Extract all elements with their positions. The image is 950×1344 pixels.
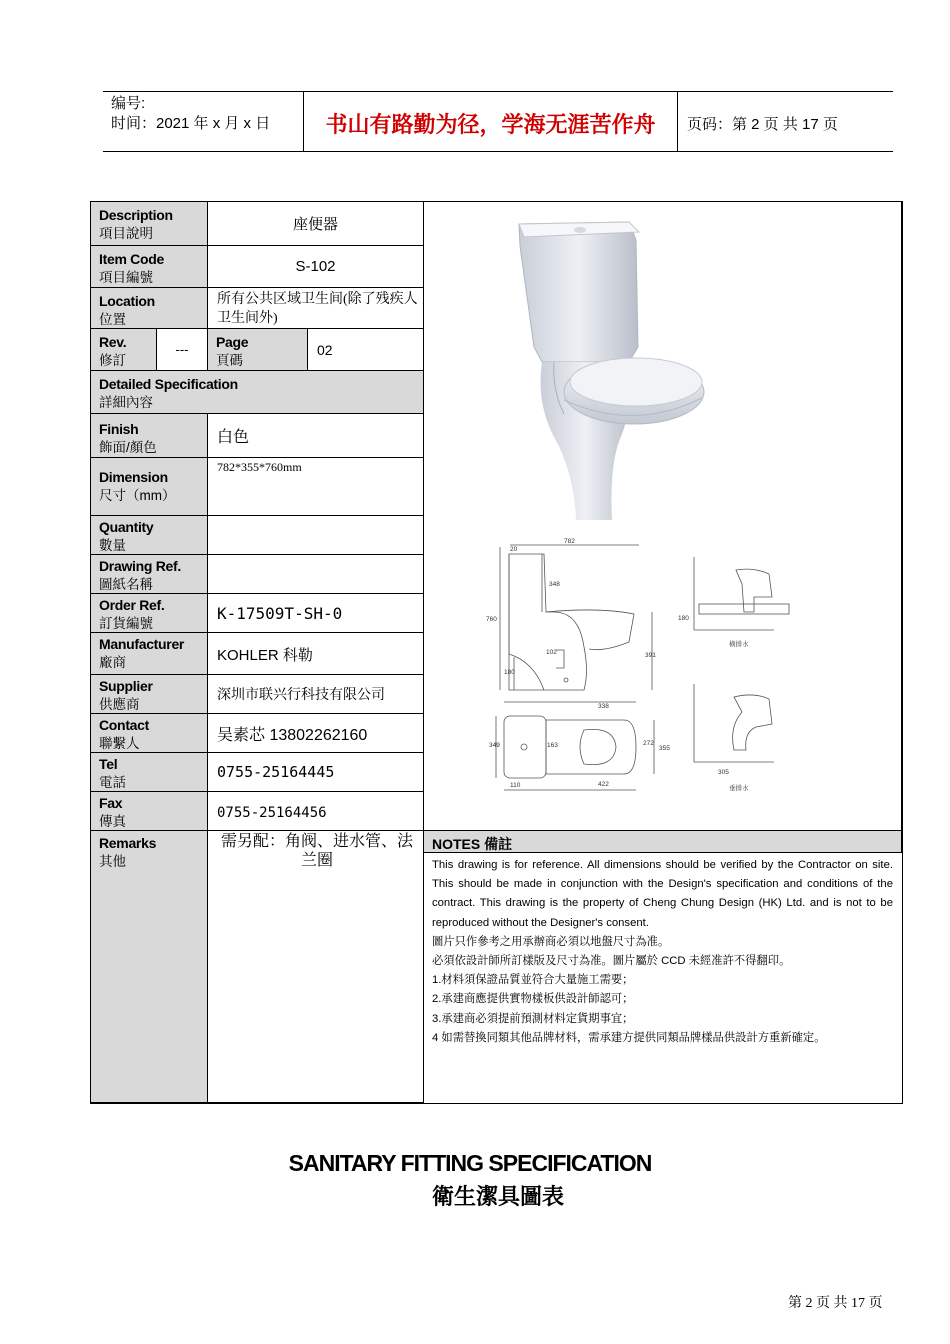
dim-label: 180 <box>504 669 515 676</box>
dim-label: 20 <box>510 546 518 553</box>
table-border-right <box>902 201 903 1104</box>
notes-body <box>424 853 901 1103</box>
manufacturer-label: Manufacturer 廠商 <box>91 633 208 675</box>
item-code-value: S-102 <box>208 246 424 288</box>
dim-label: 110 <box>510 782 521 789</box>
dimension-label: Dimension 尺寸（mm） <box>91 458 208 516</box>
drawing-dimension-labels <box>486 538 749 792</box>
fax-value: 0755-25164456 <box>208 792 424 831</box>
dim-label: 338 <box>598 703 609 710</box>
tel-label: Tel 電話 <box>91 753 208 792</box>
notes-english: This drawing is for reference. All dimensions should be verified by the Contractor on site. This should be made in conjunction with the Design's specification and conditions of the contract. This drawing is the property of Cheng Chung Design (HK) Ltd. and is not to be reproduced without the Designer's consent. <box>432 859 893 929</box>
notes-line: 3.承建商必須提前預測材料定貨期事宜； <box>432 1012 634 1025</box>
dim-label: 180 <box>678 615 689 622</box>
dim-label: 422 <box>598 781 609 788</box>
finish-value: 白色 <box>208 414 424 458</box>
dim-label: 305 <box>718 769 729 776</box>
dim-label: 391 <box>645 652 656 659</box>
document-date: 时间：2021 年 x 月 x 日 <box>111 115 271 132</box>
tel-value: 0755-25164445 <box>208 753 424 792</box>
manufacturer-value: KOHLER 科勒 <box>208 633 424 675</box>
dimension-value: 782*355*760mm <box>208 458 424 516</box>
rev-label: Rev. 修訂 <box>91 329 157 371</box>
drawing-ref-label: Drawing Ref. 圖紙名稱 <box>91 555 208 594</box>
header-page-number: 页码：第 2 页 共 17 页 <box>687 116 838 133</box>
remarks-value: 需另配：角阀、进水管、法兰圈 <box>208 831 424 1103</box>
notes-heading: NOTES 備註 <box>424 831 902 853</box>
remarks-label: Remarks 其他 <box>91 831 208 1103</box>
table-border-bottom <box>90 1103 903 1104</box>
document-number-label: 编号: <box>111 95 146 112</box>
order-ref-label: Order Ref. 訂貨編號 <box>91 594 208 633</box>
header-divider <box>677 91 678 152</box>
dim-label: 163 <box>547 742 558 749</box>
footer-page-number: 第 2 页 共 17 页 <box>788 1296 883 1311</box>
toilet-photo <box>504 210 714 520</box>
header-left <box>111 94 270 134</box>
quantity-label: Quantity 數量 <box>91 516 208 555</box>
document-title-en: SANITARY FITTING SPECIFICATION <box>288 1150 652 1176</box>
contact-label: Contact 聯繫人 <box>91 714 208 753</box>
notes-line: 圖片只作參考之用承辦商必須以地盤尺寸為准。 <box>432 935 670 948</box>
fax-label: Fax 傳真 <box>91 792 208 831</box>
header-motto: 书山有路勤为径，学海无涯苦作舟 <box>325 113 656 138</box>
drawing-label-horizontal: 橫排水 <box>729 641 749 648</box>
description-label: Description 項目說明 <box>91 202 208 246</box>
notes-line: 1.材料須保證品質並符合大量施工需要； <box>432 974 634 987</box>
dim-label: 102 <box>546 649 557 656</box>
notes-line: 4 如需替換同類其他品牌材料，需承建方提供同類品牌樣品供設計方重新確定。 <box>432 1031 826 1044</box>
location-value: 所有公共区域卫生间(除了残疾人卫生间外) <box>208 288 424 329</box>
description-value: 座便器 <box>208 202 424 246</box>
quantity-value <box>208 516 424 555</box>
location-label: Location 位置 <box>91 288 208 329</box>
document-title-zh: 衛生潔具圖表 <box>431 1185 564 1210</box>
finish-label: Finish 飾面/顏色 <box>91 414 208 458</box>
page-value: 02 <box>308 329 424 371</box>
rev-value: --- <box>157 329 208 371</box>
header-top-rule <box>103 91 893 92</box>
supplier-label: Supplier 供應商 <box>91 675 208 714</box>
page-label: Page 頁碼 <box>208 329 308 371</box>
dim-label: 349 <box>489 742 500 749</box>
notes-line: 必須依設計師所訂樣版及尺寸為准。圖片屬於 CCD 未經准許不得翻印。 <box>432 955 791 968</box>
product-image-area <box>424 202 902 831</box>
toilet-illustration <box>424 202 902 831</box>
contact-value: 吴素芯 13802262160 <box>208 714 424 753</box>
supplier-value: 深圳市联兴行科技有限公司 <box>208 675 424 714</box>
detailed-spec-heading: Detailed Specification 詳細內容 <box>91 371 424 414</box>
drawing-label-vertical: 垂排水 <box>729 785 749 792</box>
dim-label: 355 <box>659 745 670 752</box>
dim-label: 348 <box>549 581 560 588</box>
dim-label: 272 <box>643 740 654 747</box>
drawing-ref-value <box>208 555 424 594</box>
dim-label: 760 <box>486 616 497 623</box>
technical-drawing <box>496 545 789 790</box>
order-ref-value: K-17509T-SH-0 <box>208 594 424 633</box>
dim-label: 782 <box>564 538 575 545</box>
item-code-label: Item Code 項目編號 <box>91 246 208 288</box>
notes-line: 2.承建商應提供實物樣板供設計師認可； <box>432 993 634 1006</box>
header-bottom-rule <box>103 151 893 152</box>
